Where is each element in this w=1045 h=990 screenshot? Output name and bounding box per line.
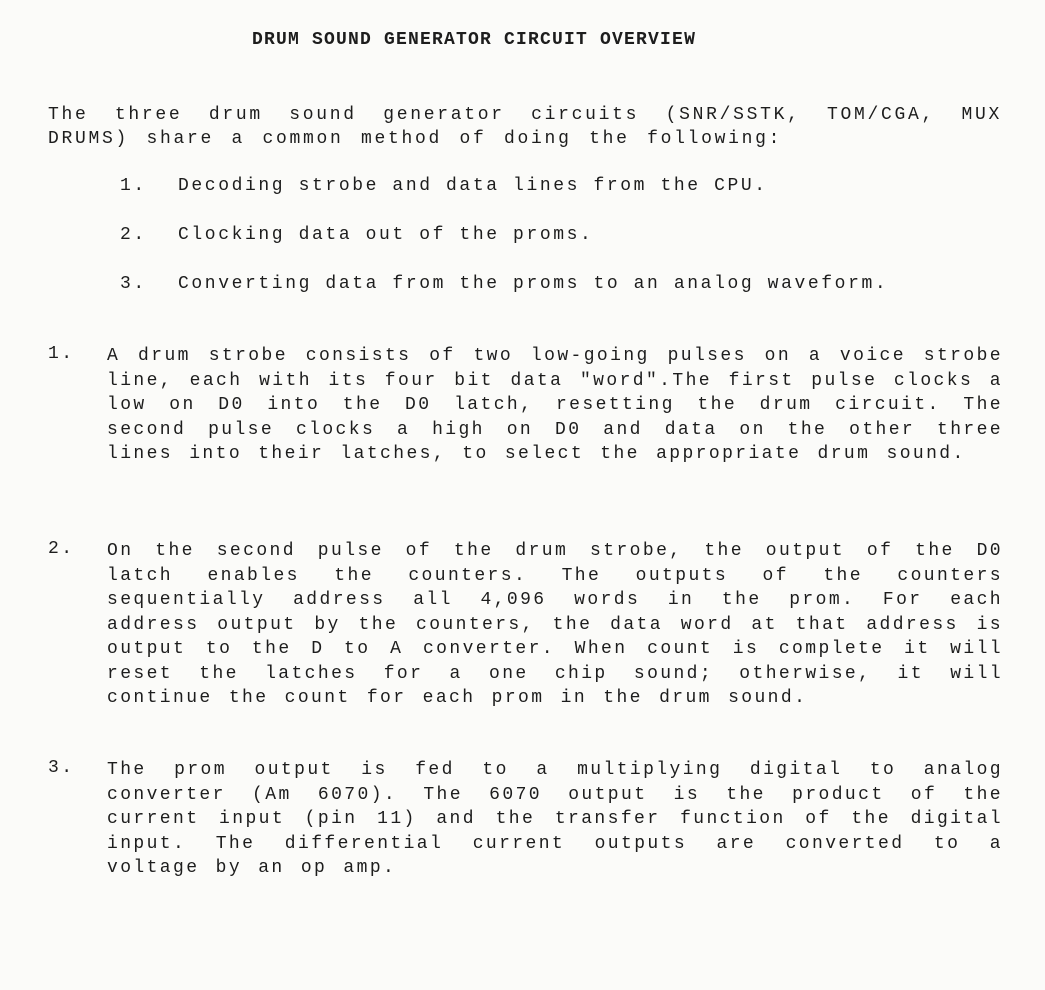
method-step-1 bbox=[120, 176, 1000, 225]
paragraph-number: 3. bbox=[48, 758, 75, 778]
method-steps-list bbox=[120, 176, 1000, 323]
step-text: Clocking data out of the proms. bbox=[178, 225, 594, 245]
paragraph-text: A drum strobe consists of two low-going pulses on a voice strobe line, each with its four bit data "word".The first pulse clocks a low on D0 into the D0 latch, resetting the drum circuit. The second pulse clocks a high on D0 and data on the other three lines into their latches, to select the appropriate drum sound. bbox=[107, 346, 1003, 464]
document-title: DRUM SOUND GENERATOR CIRCUIT OVERVIEW bbox=[252, 30, 697, 50]
step-number: 2. bbox=[120, 225, 147, 245]
intro-paragraph: The three drum sound generator circuits (SNR/SSTK, TOM/CGA, MUX DRUMS) share a common method of doing the following: bbox=[48, 105, 1002, 149]
detail-paragraph-2 bbox=[48, 539, 1003, 711]
detail-paragraph-3 bbox=[48, 758, 1003, 881]
paragraph-number: 1. bbox=[48, 344, 75, 364]
detail-paragraph-1 bbox=[48, 344, 1003, 467]
method-step-3 bbox=[120, 274, 1000, 323]
step-text: Decoding strobe and data lines from the CPU. bbox=[178, 176, 768, 196]
paragraph-number: 2. bbox=[48, 539, 75, 559]
step-text: Converting data from the proms to an analog waveform. bbox=[178, 274, 889, 294]
step-number: 3. bbox=[120, 274, 147, 294]
paragraph-text: The prom output is fed to a multiplying digital to analog converter (Am 6070). The 6070 output is the product of the current input (pin 11) and the transfer function of the digital input. The differential current outputs are converted to a voltage by an op amp. bbox=[107, 760, 1003, 878]
step-number: 1. bbox=[120, 176, 147, 196]
paragraph-text: On the second pulse of the drum strobe, the output of the D0 latch enables the counters. The outputs of the counters sequentially address all 4,096 words in the prom. For each address output by the counters, the data word at that address is output to the D to A converter. When count is complete it will reset the latches for a one chip sound; otherwise, it will continue the count for each prom in the drum sound. bbox=[107, 541, 1003, 708]
method-step-2 bbox=[120, 225, 1000, 274]
